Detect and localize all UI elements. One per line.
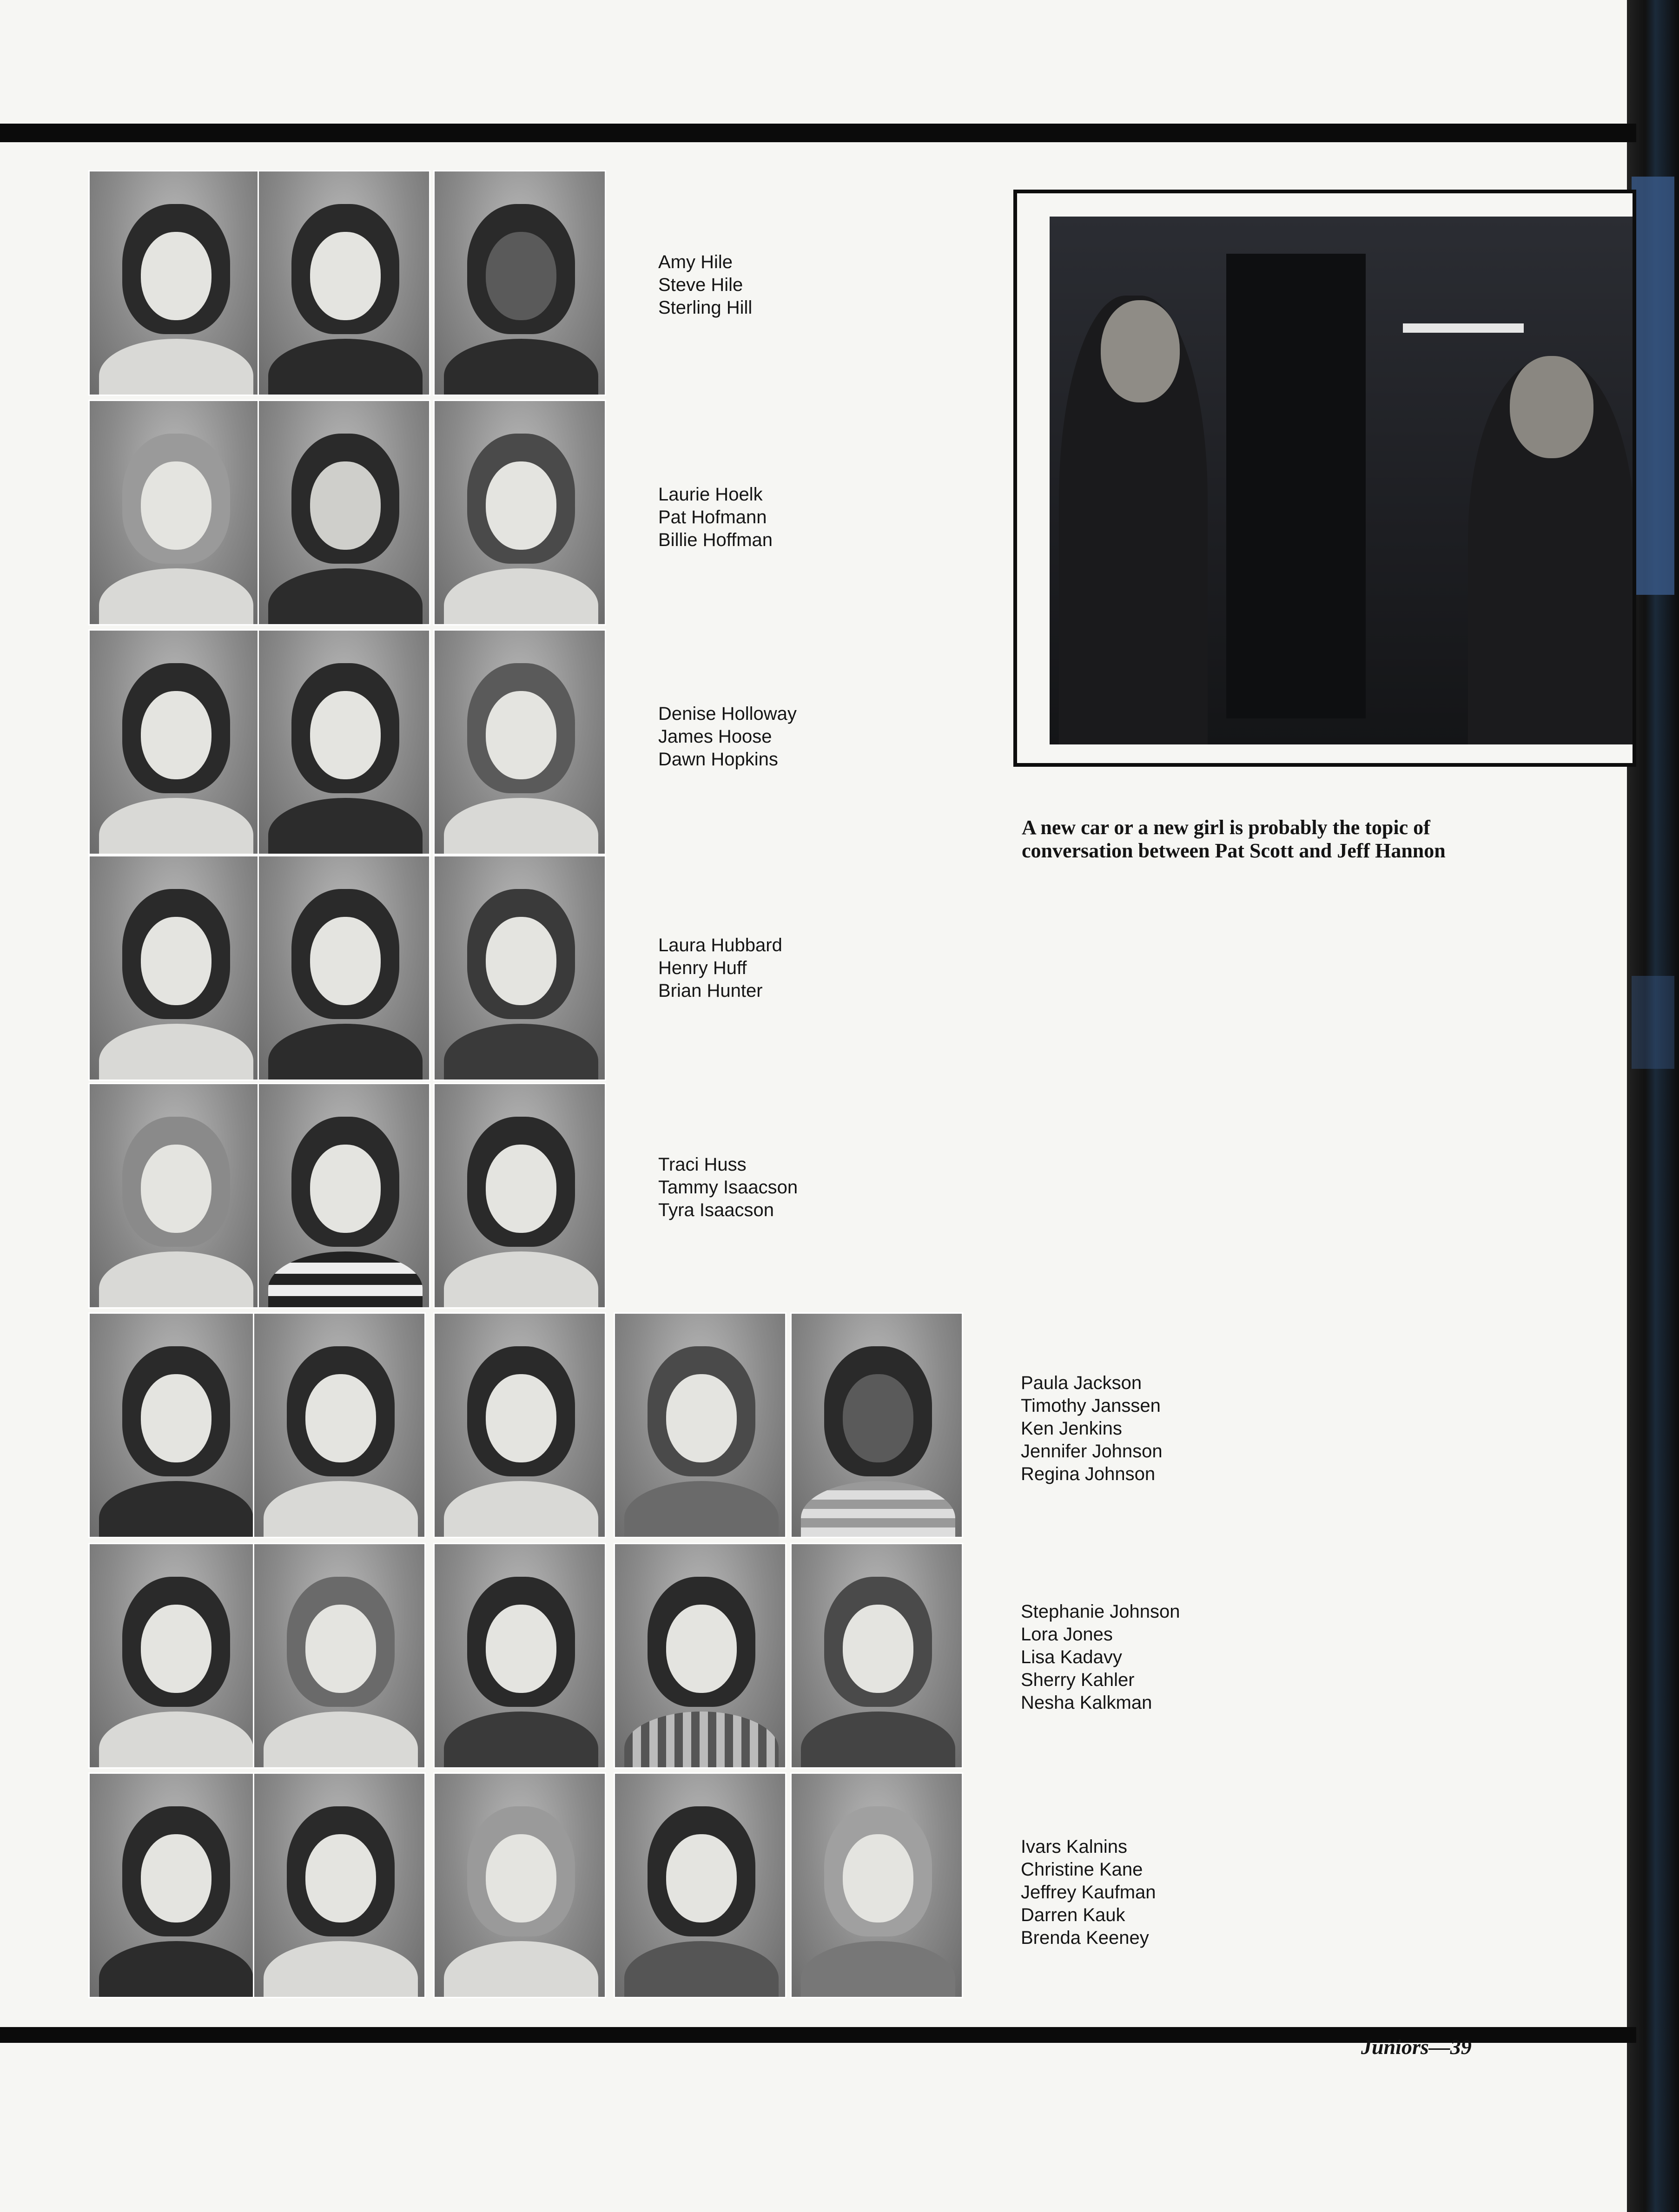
portrait-row-3	[88, 629, 609, 855]
student-name: Stephanie Johnson	[1021, 1601, 1180, 1622]
portrait-photo	[433, 1083, 606, 1309]
names-block	[658, 703, 797, 771]
student-name: Sterling Hill	[658, 297, 753, 318]
names-block	[658, 483, 773, 552]
names-block	[658, 934, 782, 1002]
portrait-photo	[88, 1083, 261, 1309]
student-name: Steve Hile	[658, 275, 743, 295]
names-block	[658, 251, 752, 319]
portrait-photo	[88, 629, 261, 855]
portrait-photo	[790, 1543, 963, 1769]
portrait-photo	[790, 1772, 963, 1998]
portrait-photo	[88, 1772, 261, 1998]
portrait-photo	[253, 1543, 426, 1769]
student-name: Ivars Kalnins	[1021, 1837, 1127, 1857]
portrait-photo	[433, 1312, 606, 1538]
page-number: Juniors—39	[1361, 2035, 1472, 2059]
student-name: Lisa Kadavy	[1021, 1647, 1122, 1667]
portrait-photo	[258, 170, 430, 396]
feature-caption: A new car or a new girl is probably the topic of conversation between Pat Scott and Jeff Hannon	[1022, 816, 1446, 862]
names-block	[1021, 1372, 1163, 1486]
portrait-photo	[433, 855, 606, 1081]
student-name: Tyra Isaacson	[658, 1200, 774, 1220]
portrait-photo	[88, 855, 261, 1081]
portrait-photo	[258, 855, 430, 1081]
portrait-row-2	[88, 400, 609, 625]
portrait-photo	[433, 1543, 606, 1769]
portrait-photo	[614, 1772, 787, 1998]
feature-photo-frame	[1013, 190, 1636, 767]
student-name: Tammy Isaacson	[658, 1177, 798, 1198]
student-name: Billie Hoffman	[658, 530, 773, 550]
student-name: Dawn Hopkins	[658, 749, 778, 770]
portrait-row-7	[88, 1543, 972, 1769]
student-name: Lora Jones	[1021, 1624, 1113, 1645]
student-name: Paula Jackson	[1021, 1373, 1142, 1393]
student-name: Ken Jenkins	[1021, 1418, 1122, 1439]
portrait-row-4	[88, 855, 609, 1081]
portrait-photo	[614, 1312, 787, 1538]
portrait-photo	[614, 1543, 787, 1769]
portrait-photo	[433, 629, 606, 855]
top-rule	[0, 124, 1636, 142]
portrait-row-1	[88, 170, 609, 396]
names-block	[658, 1153, 798, 1222]
names-block	[1021, 1600, 1180, 1714]
student-name: Timothy Janssen	[1021, 1396, 1161, 1416]
portrait-photo	[253, 1312, 426, 1538]
student-name: Amy Hile	[658, 252, 733, 272]
portrait-row-6	[88, 1312, 972, 1538]
names-block	[1021, 1836, 1156, 1949]
student-name: Christine Kane	[1021, 1859, 1143, 1880]
portrait-photo	[88, 1312, 261, 1538]
portrait-photo	[433, 170, 606, 396]
student-name: Henry Huff	[658, 958, 747, 978]
student-name: Jennifer Johnson	[1021, 1441, 1163, 1462]
student-name: Sherry Kahler	[1021, 1670, 1135, 1690]
student-name: Darren Kauk	[1021, 1905, 1125, 1925]
student-name: Laurie Hoelk	[658, 484, 763, 505]
student-name: Nesha Kalkman	[1021, 1692, 1152, 1713]
student-name: Traci Huss	[658, 1154, 747, 1175]
portrait-photo	[88, 1543, 261, 1769]
portrait-row-5	[88, 1083, 609, 1309]
student-name: Brian Hunter	[658, 981, 763, 1001]
student-name: Pat Hofmann	[658, 507, 767, 527]
student-name: Jeffrey Kaufman	[1021, 1882, 1156, 1903]
portrait-photo	[433, 400, 606, 625]
student-name: Laura Hubbard	[658, 935, 782, 955]
portrait-row-8	[88, 1772, 972, 1998]
portrait-photo	[88, 400, 261, 625]
portrait-photo	[433, 1772, 606, 1998]
portrait-photo	[253, 1772, 426, 1998]
student-name: Regina Johnson	[1021, 1464, 1156, 1484]
student-name: Denise Holloway	[658, 704, 797, 724]
portrait-photo	[258, 400, 430, 625]
portrait-photo	[88, 170, 261, 396]
student-name: Brenda Keeney	[1021, 1928, 1149, 1948]
feature-photo	[1050, 217, 1633, 744]
portrait-photo	[790, 1312, 963, 1538]
portrait-photo	[258, 629, 430, 855]
student-name: James Hoose	[658, 726, 772, 747]
portrait-photo	[258, 1083, 430, 1309]
